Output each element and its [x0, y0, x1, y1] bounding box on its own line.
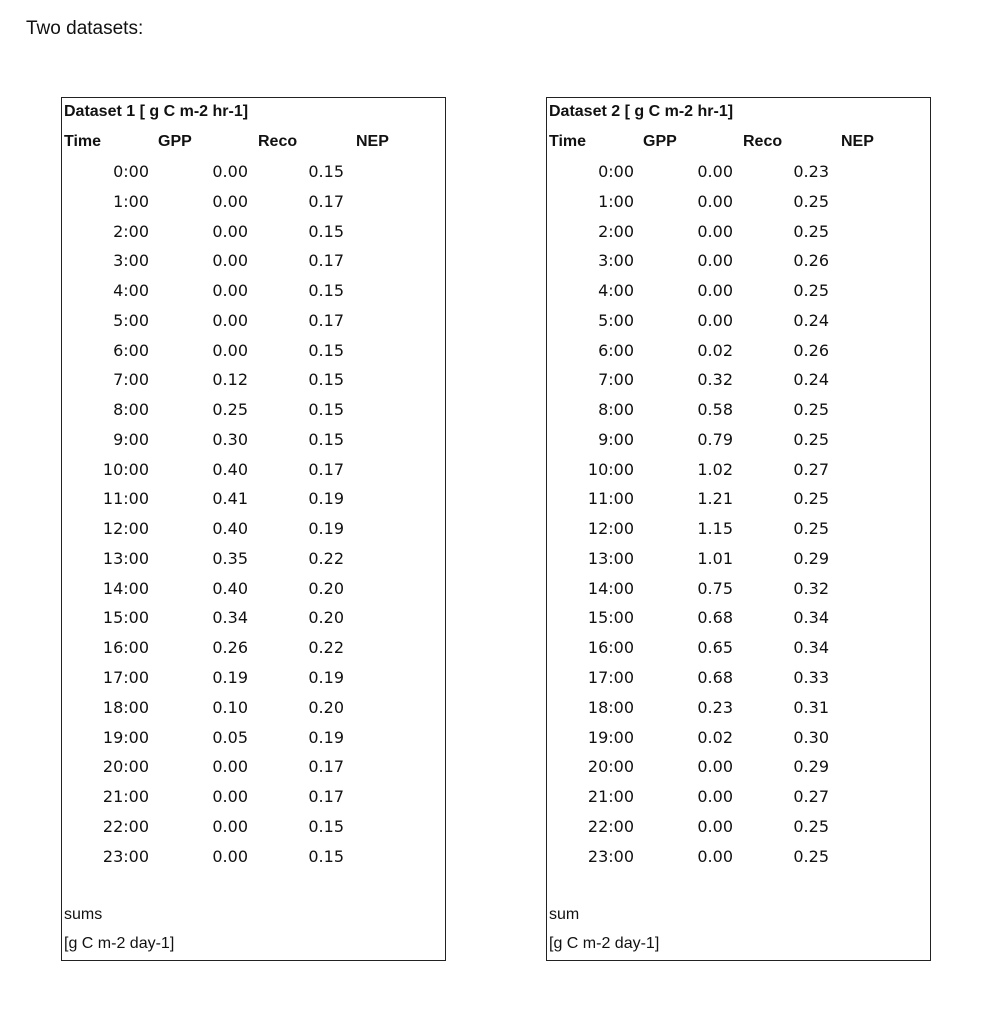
gpp-cell: 0.23	[697, 697, 733, 717]
reco-cell: 0.19	[308, 727, 344, 747]
reco-cell: 0.25	[793, 816, 829, 836]
gpp-cell: 0.00	[212, 787, 248, 807]
column-header-gpp: GPP	[158, 133, 192, 150]
time-cell: 10:00	[102, 459, 149, 479]
table-row	[62, 426, 445, 456]
gpp-cell: 1.02	[697, 459, 733, 479]
reco-cell: 0.20	[308, 608, 344, 628]
time-cell: 19:00	[102, 727, 149, 747]
gpp-cell: 0.58	[697, 400, 733, 420]
gpp-cell: 0.00	[697, 251, 733, 271]
gpp-cell: 0.00	[212, 757, 248, 777]
time-cell: 13:00	[587, 548, 634, 568]
gpp-cell: 0.00	[212, 340, 248, 360]
gpp-cell: 0.25	[212, 400, 248, 420]
gpp-cell: 0.00	[212, 310, 248, 330]
reco-cell: 0.25	[793, 221, 829, 241]
time-cell: 6:00	[113, 340, 149, 360]
table-body	[62, 158, 445, 872]
reco-cell: 0.17	[308, 757, 344, 777]
reco-cell: 0.20	[308, 578, 344, 598]
gpp-cell: 0.00	[697, 162, 733, 181]
table-row	[62, 604, 445, 634]
gpp-cell: 0.26	[212, 638, 248, 658]
table-row	[62, 337, 445, 367]
table-row	[547, 456, 930, 486]
reco-cell: 0.15	[308, 281, 344, 301]
reco-cell: 0.22	[308, 548, 344, 568]
reco-cell: 0.15	[308, 429, 344, 449]
reco-cell: 0.32	[793, 578, 829, 598]
reco-cell: 0.24	[793, 370, 829, 390]
column-header-reco: Reco	[743, 133, 783, 150]
time-cell: 12:00	[587, 519, 634, 539]
gpp-cell: 0.34	[212, 608, 248, 628]
reco-cell: 0.15	[308, 162, 344, 181]
gpp-cell: 0.75	[697, 578, 733, 598]
time-cell: 8:00	[598, 400, 634, 420]
time-cell: 3:00	[113, 251, 149, 271]
reco-cell: 0.19	[308, 489, 344, 509]
reco-cell: 0.31	[793, 697, 829, 717]
time-cell: 10:00	[587, 459, 634, 479]
time-cell: 23:00	[102, 846, 149, 866]
column-header-gpp: GPP	[643, 133, 677, 150]
time-cell: 14:00	[587, 578, 634, 598]
reco-cell: 0.25	[793, 429, 829, 449]
table-row	[62, 158, 445, 188]
gpp-cell: 0.68	[697, 608, 733, 628]
gpp-cell: 0.35	[212, 548, 248, 568]
time-cell: 9:00	[113, 429, 149, 449]
table-row	[547, 158, 930, 188]
gpp-cell: 0.12	[212, 370, 248, 390]
gpp-cell: 0.00	[697, 757, 733, 777]
time-cell: 22:00	[587, 816, 634, 836]
table-row	[62, 843, 445, 873]
gpp-cell: 0.00	[212, 816, 248, 836]
dataset-title: Dataset 1 [ g C m-2 hr-1]	[64, 103, 249, 120]
table-row	[547, 634, 930, 664]
gpp-cell: 0.00	[212, 221, 248, 241]
reco-cell: 0.23	[793, 162, 829, 181]
reco-cell: 0.25	[793, 846, 829, 866]
table-row	[547, 813, 930, 843]
table-row	[62, 753, 445, 783]
reco-cell: 0.17	[308, 310, 344, 330]
dataset-title: Dataset 2 [ g C m-2 hr-1]	[549, 103, 734, 120]
time-cell: 15:00	[587, 608, 634, 628]
reco-cell: 0.15	[308, 221, 344, 241]
table-row	[62, 485, 445, 515]
table-row	[547, 515, 930, 545]
table-row	[547, 694, 930, 724]
time-cell: 7:00	[598, 370, 634, 390]
gpp-cell: 1.01	[697, 548, 733, 568]
table-row	[62, 218, 445, 248]
table-row	[62, 366, 445, 396]
gpp-cell: 0.00	[697, 787, 733, 807]
time-cell: 21:00	[587, 787, 634, 807]
reco-cell: 0.15	[308, 846, 344, 866]
time-cell: 22:00	[102, 816, 149, 836]
table-row	[62, 664, 445, 694]
time-cell: 23:00	[587, 846, 634, 866]
table-row	[62, 307, 445, 337]
reco-cell: 0.25	[793, 489, 829, 509]
table-row	[547, 604, 930, 634]
reco-cell: 0.26	[793, 340, 829, 360]
gpp-cell: 0.00	[697, 310, 733, 330]
time-cell: 13:00	[102, 548, 149, 568]
column-header-time: Time	[64, 133, 102, 150]
column-header-nep: NEP	[356, 133, 389, 150]
gpp-cell: 0.79	[697, 429, 733, 449]
reco-cell: 0.25	[793, 191, 829, 211]
table-row	[547, 307, 930, 337]
reco-cell: 0.29	[793, 548, 829, 568]
column-header-reco: Reco	[258, 133, 298, 150]
gpp-cell: 0.19	[212, 668, 248, 688]
time-cell: 11:00	[102, 489, 149, 509]
time-cell: 1:00	[113, 191, 149, 211]
reco-cell: 0.20	[308, 697, 344, 717]
reco-cell: 0.15	[308, 340, 344, 360]
table-row	[547, 396, 930, 426]
reco-cell: 0.25	[793, 400, 829, 420]
gpp-cell: 0.00	[697, 281, 733, 301]
gpp-cell: 1.21	[697, 489, 733, 509]
dataset-2-table	[546, 97, 931, 961]
reco-cell: 0.30	[793, 727, 829, 747]
reco-cell: 0.24	[793, 310, 829, 330]
time-cell: 15:00	[102, 608, 149, 628]
reco-cell: 0.29	[793, 757, 829, 777]
column-header-nep: NEP	[841, 133, 874, 150]
time-cell: 8:00	[113, 400, 149, 420]
time-cell: 0:00	[598, 162, 634, 181]
time-cell: 1:00	[598, 191, 634, 211]
gpp-cell: 0.00	[212, 251, 248, 271]
table-row	[547, 337, 930, 367]
gpp-cell: 0.40	[212, 459, 248, 479]
time-cell: 4:00	[598, 281, 634, 301]
table-row	[62, 575, 445, 605]
sums-label: sums	[64, 906, 103, 923]
dataset-1-table	[61, 97, 446, 961]
reco-cell: 0.17	[308, 251, 344, 271]
time-cell: 18:00	[102, 697, 149, 717]
gpp-cell: 0.40	[212, 578, 248, 598]
table-row	[62, 783, 445, 813]
table-row	[62, 396, 445, 426]
gpp-cell: 0.00	[212, 281, 248, 301]
reco-cell: 0.22	[308, 638, 344, 658]
table-row	[547, 843, 930, 873]
reco-cell: 0.25	[793, 281, 829, 301]
time-cell: 16:00	[587, 638, 634, 658]
gpp-cell: 0.40	[212, 519, 248, 539]
table-row	[62, 247, 445, 277]
time-cell: 12:00	[102, 519, 149, 539]
gpp-cell: 0.65	[697, 638, 733, 658]
gpp-cell: 1.15	[697, 519, 733, 539]
table-row	[547, 485, 930, 515]
time-cell: 9:00	[598, 429, 634, 449]
reco-cell: 0.15	[308, 816, 344, 836]
table-row	[547, 664, 930, 694]
gpp-cell: 0.05	[212, 727, 248, 747]
gpp-cell: 0.30	[212, 429, 248, 449]
table-row	[547, 575, 930, 605]
time-cell: 11:00	[587, 489, 634, 509]
gpp-cell: 0.32	[697, 370, 733, 390]
reco-cell: 0.17	[308, 459, 344, 479]
time-cell: 5:00	[598, 310, 634, 330]
table-row	[547, 188, 930, 218]
time-cell: 14:00	[102, 578, 149, 598]
table-row	[547, 366, 930, 396]
time-cell: 21:00	[102, 787, 149, 807]
time-cell: 4:00	[113, 281, 149, 301]
gpp-cell: 0.68	[697, 668, 733, 688]
time-cell: 17:00	[102, 668, 149, 688]
time-cell: 20:00	[587, 757, 634, 777]
time-cell: 5:00	[113, 310, 149, 330]
table-row	[547, 753, 930, 783]
table-row	[62, 188, 445, 218]
time-cell: 2:00	[598, 221, 634, 241]
time-cell: 2:00	[113, 221, 149, 241]
table-row	[547, 783, 930, 813]
table-row	[62, 515, 445, 545]
sums-label: sum	[549, 906, 580, 923]
reco-cell: 0.15	[308, 370, 344, 390]
reco-cell: 0.17	[308, 787, 344, 807]
table-row	[547, 426, 930, 456]
gpp-cell: 0.00	[212, 846, 248, 866]
table-row	[547, 277, 930, 307]
time-cell: 19:00	[587, 727, 634, 747]
table-row	[62, 277, 445, 307]
table-row	[62, 456, 445, 486]
column-header-time: Time	[549, 133, 587, 150]
reco-cell: 0.27	[793, 459, 829, 479]
table-row	[62, 813, 445, 843]
gpp-cell: 0.00	[697, 816, 733, 836]
reco-cell: 0.15	[308, 400, 344, 420]
table-row	[62, 694, 445, 724]
gpp-cell: 0.02	[697, 340, 733, 360]
sums-units: [g C m-2 day-1]	[64, 935, 175, 952]
table-row	[62, 634, 445, 664]
intro-text: Two datasets:	[26, 18, 144, 39]
time-cell: 17:00	[587, 668, 634, 688]
table-body	[547, 158, 930, 872]
reco-cell: 0.27	[793, 787, 829, 807]
reco-cell: 0.34	[793, 638, 829, 658]
gpp-cell: 0.02	[697, 727, 733, 747]
reco-cell: 0.26	[793, 251, 829, 271]
table-row	[547, 545, 930, 575]
reco-cell: 0.33	[793, 668, 829, 688]
time-cell: 18:00	[587, 697, 634, 717]
gpp-cell: 0.00	[697, 191, 733, 211]
gpp-cell: 0.00	[212, 191, 248, 211]
time-cell: 3:00	[598, 251, 634, 271]
gpp-cell: 0.00	[697, 221, 733, 241]
table-row	[547, 218, 930, 248]
gpp-cell: 0.41	[212, 489, 248, 509]
table-row	[62, 545, 445, 575]
time-cell: 16:00	[102, 638, 149, 658]
table-row	[62, 724, 445, 754]
table-row	[547, 724, 930, 754]
reco-cell: 0.34	[793, 608, 829, 628]
time-cell: 0:00	[113, 162, 149, 181]
reco-cell: 0.25	[793, 519, 829, 539]
gpp-cell: 0.00	[212, 162, 248, 181]
reco-cell: 0.19	[308, 519, 344, 539]
time-cell: 7:00	[113, 370, 149, 390]
reco-cell: 0.19	[308, 668, 344, 688]
reco-cell: 0.17	[308, 191, 344, 211]
gpp-cell: 0.10	[212, 697, 248, 717]
time-cell: 6:00	[598, 340, 634, 360]
sums-units: [g C m-2 day-1]	[549, 935, 660, 952]
gpp-cell: 0.00	[697, 846, 733, 866]
table-row	[547, 247, 930, 277]
time-cell: 20:00	[102, 757, 149, 777]
